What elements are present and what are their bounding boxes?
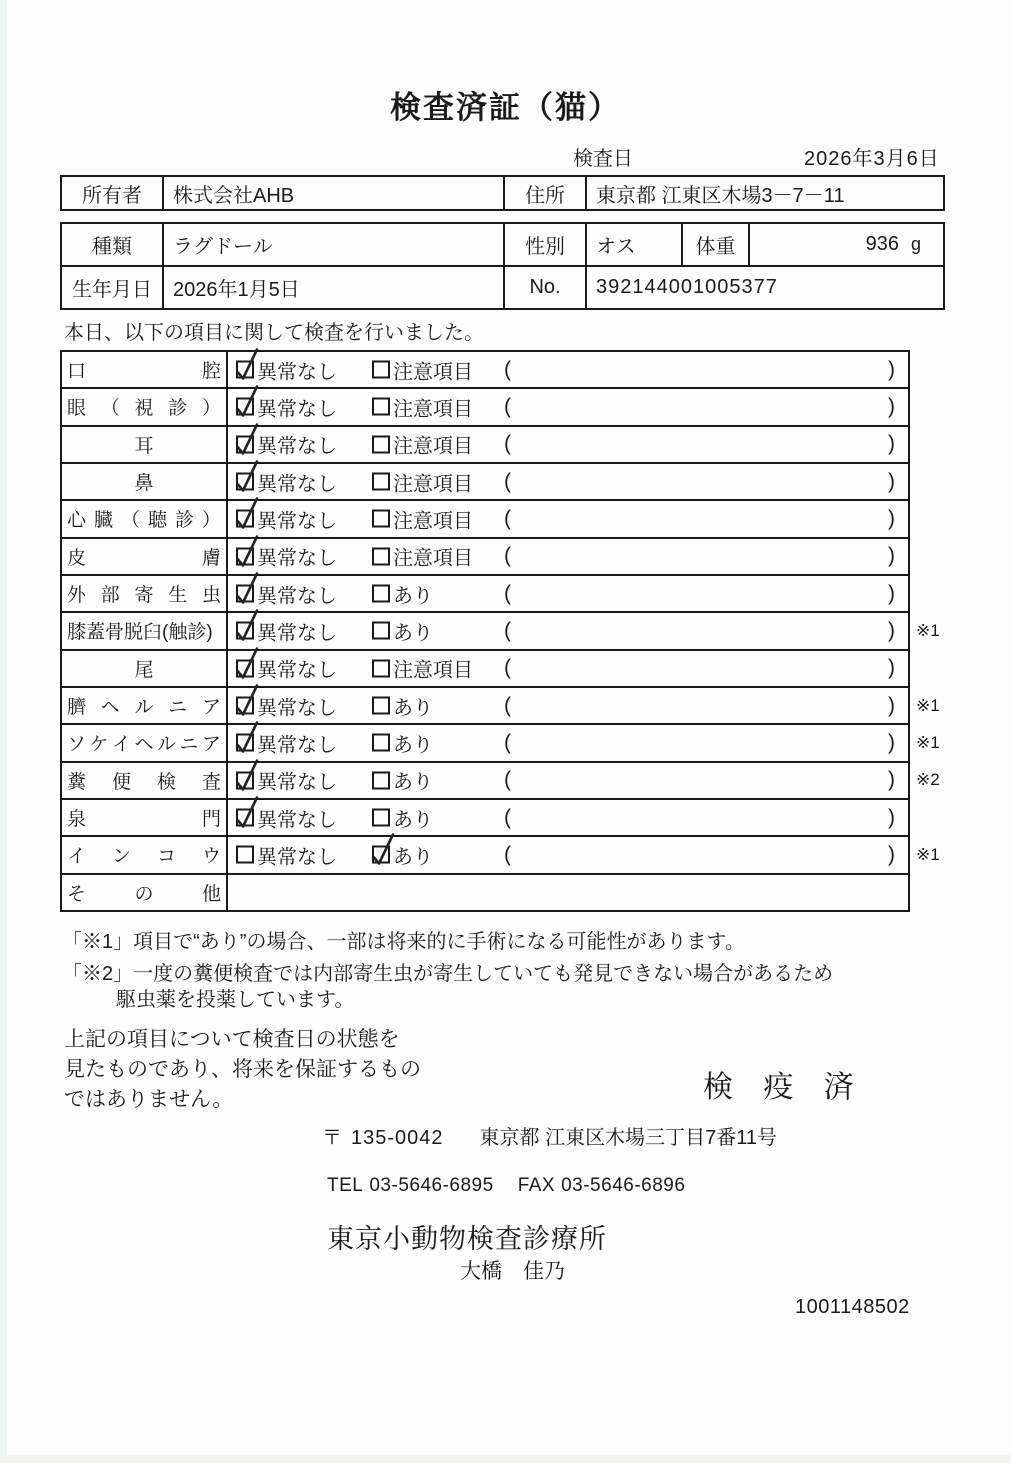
paren-open: ( xyxy=(504,730,511,754)
option-label: あり xyxy=(393,846,433,869)
disclaimer-line: 上記の項目について検査日の状態を xyxy=(64,1028,400,1051)
paren-close: ) xyxy=(888,693,895,717)
birthdate-value: 2026年1月5日 xyxy=(164,267,505,308)
paren-open: ( xyxy=(504,805,511,829)
checklist-item-result xyxy=(228,501,908,536)
checklist-option xyxy=(372,654,473,683)
checkbox-checked[interactable] xyxy=(236,585,254,603)
clinic-name: 東京小動物検査診療所 xyxy=(327,1224,607,1254)
paren-open: ( xyxy=(504,432,511,456)
checkbox-checked[interactable] xyxy=(236,473,254,491)
paren-open: ( xyxy=(504,656,511,680)
checklist-item-result xyxy=(228,539,908,574)
option-label: あり xyxy=(393,585,433,608)
option-label: 異常なし xyxy=(257,510,337,533)
checklist-item-result xyxy=(228,688,908,723)
paren-close: ) xyxy=(888,544,895,568)
paren-close: ) xyxy=(888,842,895,866)
table-row xyxy=(62,224,943,265)
checklist-option xyxy=(372,840,433,869)
checklist-table xyxy=(60,350,940,912)
fax-label: FAX xyxy=(517,1175,556,1196)
checkbox-unchecked[interactable] xyxy=(372,398,390,416)
checklist-row xyxy=(62,352,908,387)
checklist-option xyxy=(236,504,337,533)
paren-close: ) xyxy=(888,805,895,829)
option-label: 異常なし xyxy=(257,473,337,496)
checklist-row xyxy=(62,499,908,536)
checklist-item-name: ソ ケ イ ヘ ル ニ ア xyxy=(62,725,228,760)
paren-open: ( xyxy=(504,581,511,605)
inspection-date-value: 2026年3月6日 xyxy=(804,148,940,170)
certificate-number: 1001148502 xyxy=(795,1296,910,1318)
checkbox-unchecked[interactable] xyxy=(236,846,254,864)
option-label: 異常なし xyxy=(257,846,337,869)
checklist-option xyxy=(372,392,473,421)
intro-text: 本日、以下の項目に関して検査を行いました。 xyxy=(64,322,484,344)
checkbox-unchecked[interactable] xyxy=(372,622,390,640)
option-label: 注意項目 xyxy=(393,435,473,458)
option-label: 異常なし xyxy=(257,547,337,570)
owner-value: 株式会社AHB xyxy=(164,177,505,209)
postal-code: 135-0042 xyxy=(351,1127,444,1149)
paren-open: ( xyxy=(504,842,511,866)
checkbox-unchecked[interactable] xyxy=(372,473,390,491)
checklist-option xyxy=(236,691,337,720)
checklist-row xyxy=(62,387,908,424)
checklist-item-result xyxy=(228,576,908,611)
quarantine-stamp: 検 疫 済 xyxy=(703,1071,865,1104)
scan-artifact-bottom xyxy=(0,1455,1011,1463)
paren-close: ) xyxy=(888,656,895,680)
weight-value xyxy=(750,224,943,265)
checkbox-checked[interactable] xyxy=(236,697,254,715)
checklist-option xyxy=(236,840,337,869)
footnote-marker: ※1 xyxy=(916,844,940,864)
option-label: あり xyxy=(393,771,433,794)
checklist-option xyxy=(372,467,473,496)
checkbox-unchecked[interactable] xyxy=(372,771,390,789)
inspection-date-label: 検査日 xyxy=(573,148,633,170)
veterinarian-name: 大橋 佳乃 xyxy=(460,1260,565,1283)
disclaimer-line: 見たものであり、将来を保証するもの xyxy=(64,1058,421,1081)
paren-close: ) xyxy=(888,432,895,456)
checklist-item-result xyxy=(228,389,908,424)
checkbox-checked[interactable] xyxy=(236,659,254,677)
checklist-option xyxy=(236,542,337,571)
number-label: No. xyxy=(505,267,587,308)
checklist-item-name: 外 部 寄 生 虫 xyxy=(62,576,228,611)
checklist-item-result xyxy=(228,427,908,462)
checkbox-checked[interactable] xyxy=(236,361,254,379)
footnote-1: 「※1」項目で“あり”の場合、一部は将来的に手術になる可能性があります。 xyxy=(62,931,745,953)
checkbox-unchecked[interactable] xyxy=(372,659,390,677)
weight-number: 936 xyxy=(865,233,899,255)
checklist-option xyxy=(236,467,337,496)
sex-value: オス xyxy=(587,224,683,265)
checklist-item-result xyxy=(228,800,908,835)
sex-label: 性別 xyxy=(505,224,587,265)
address-value: 東京都 江東区木場3－7－11 xyxy=(596,184,845,207)
paren-close: ) xyxy=(888,618,895,642)
paren-open: ( xyxy=(504,357,511,381)
checklist-option xyxy=(372,579,433,608)
checklist-row xyxy=(62,686,940,723)
disclaimer-text xyxy=(64,1025,421,1115)
paren-open: ( xyxy=(504,693,511,717)
checklist-option xyxy=(372,430,473,459)
checklist-item-result xyxy=(228,837,908,872)
checklist-item-name: 口 腔 xyxy=(62,352,228,387)
tel-number: 03-5646-6895 xyxy=(369,1175,494,1196)
checklist-row xyxy=(62,462,908,499)
checklist-row xyxy=(62,873,908,910)
checklist-item-name: そ の 他 xyxy=(62,875,228,910)
checklist-option xyxy=(372,803,433,832)
checklist-row xyxy=(62,723,940,760)
checklist-item-result xyxy=(228,613,908,648)
checkbox-unchecked[interactable] xyxy=(372,809,390,827)
checklist-option xyxy=(236,766,337,795)
number-value: 392144001005377 xyxy=(596,276,778,298)
option-label: 注意項目 xyxy=(393,398,473,421)
paren-open: ( xyxy=(504,394,511,418)
footnote-marker: ※1 xyxy=(916,620,940,640)
option-label: 異常なし xyxy=(257,697,337,720)
checklist-option xyxy=(372,766,433,795)
fax-number: 03-5646-6896 xyxy=(561,1175,686,1196)
checklist-item-name: イ ン コ ウ xyxy=(62,837,228,872)
option-label: 注意項目 xyxy=(393,659,473,682)
paren-close: ) xyxy=(888,469,895,493)
checklist-option xyxy=(372,728,433,757)
option-label: 異常なし xyxy=(257,435,337,458)
checkbox-unchecked[interactable] xyxy=(372,547,390,565)
paren-close: ) xyxy=(888,768,895,792)
paren-open: ( xyxy=(504,469,511,493)
footnote-marker: ※1 xyxy=(916,695,940,715)
checklist-option xyxy=(236,579,337,608)
checklist-row xyxy=(62,798,908,835)
option-label: 注意項目 xyxy=(393,547,473,570)
option-label: あり xyxy=(393,697,433,720)
checklist-option xyxy=(372,504,473,533)
owner-label: 所有者 xyxy=(62,177,164,209)
paren-open: ( xyxy=(504,506,511,530)
breed-value: ラグドール xyxy=(164,224,505,265)
checkbox-checked[interactable] xyxy=(236,435,254,453)
checklist-row xyxy=(62,611,940,648)
pet-table xyxy=(60,222,945,310)
paren-open: ( xyxy=(504,544,511,568)
checkbox-checked[interactable] xyxy=(372,846,390,864)
address-label: 住所 xyxy=(505,177,587,209)
footnote-2-continued: 駆虫薬を投薬しています。 xyxy=(116,989,355,1011)
checklist-item-name: 耳 xyxy=(62,427,228,462)
birthdate-label: 生年月日 xyxy=(62,267,164,308)
checkbox-checked[interactable] xyxy=(236,809,254,827)
weight-label: 体重 xyxy=(683,224,750,265)
checklist-option xyxy=(236,355,337,384)
postal-mark: 〒 xyxy=(322,1127,342,1149)
checklist-row xyxy=(62,761,940,798)
checklist-row xyxy=(62,649,908,686)
checklist-item-name: 尾 xyxy=(62,651,228,686)
option-label: あり xyxy=(393,622,433,645)
option-label: 異常なし xyxy=(257,361,337,384)
weight-unit: g xyxy=(910,234,921,254)
checklist-option xyxy=(236,392,337,421)
option-label: 異常なし xyxy=(257,809,337,832)
checklist-option xyxy=(236,803,337,832)
option-label: 異常なし xyxy=(257,734,337,757)
option-label: 異常なし xyxy=(257,771,337,794)
checklist-row xyxy=(62,425,908,462)
checklist-option xyxy=(372,355,473,384)
checkbox-checked[interactable] xyxy=(236,622,254,640)
checklist-item-name: 心 臓 （ 聴 診 ） xyxy=(62,501,228,536)
option-label: 異常なし xyxy=(257,585,337,608)
checkbox-checked[interactable] xyxy=(236,547,254,565)
disclaimer-line: ではありません。 xyxy=(64,1088,234,1111)
checklist-item-result xyxy=(228,464,908,499)
checklist-item-name: 鼻 xyxy=(62,464,228,499)
checkbox-unchecked[interactable] xyxy=(372,435,390,453)
checklist-item-name: 臍 ヘ ル ニ ア xyxy=(62,688,228,723)
option-label: 注意項目 xyxy=(393,473,473,496)
checklist-option xyxy=(236,728,337,757)
checkbox-unchecked[interactable] xyxy=(372,361,390,379)
checklist-option xyxy=(372,542,473,571)
option-label: あり xyxy=(393,809,433,832)
checkbox-checked[interactable] xyxy=(236,734,254,752)
checkbox-unchecked[interactable] xyxy=(372,697,390,715)
clinic-telfax-line xyxy=(327,1175,685,1197)
checklist-row xyxy=(62,835,940,872)
paren-close: ) xyxy=(888,581,895,605)
checkbox-unchecked[interactable] xyxy=(372,585,390,603)
clinic-address: 東京都 江東区木場三丁目7番11号 xyxy=(479,1127,777,1149)
paren-open: ( xyxy=(504,768,511,792)
checklist-item-name: 皮 膚 xyxy=(62,539,228,574)
footnote-marker: ※2 xyxy=(916,770,940,790)
checkbox-unchecked[interactable] xyxy=(372,734,390,752)
footnote-marker: ※1 xyxy=(916,732,940,752)
checkbox-checked[interactable] xyxy=(236,510,254,528)
checklist-item-name: 眼 （ 視 診 ） xyxy=(62,389,228,424)
option-label: 注意項目 xyxy=(393,361,473,384)
checkbox-checked[interactable] xyxy=(236,398,254,416)
owner-table xyxy=(60,175,945,211)
checklist-option xyxy=(236,616,337,645)
checklist-item-result xyxy=(228,352,908,387)
option-label: あり xyxy=(393,734,433,757)
paren-close: ) xyxy=(888,506,895,530)
paren-close: ) xyxy=(888,730,895,754)
paren-close: ) xyxy=(888,357,895,381)
checklist-item-result xyxy=(228,651,908,686)
paren-close: ) xyxy=(888,394,895,418)
table-row xyxy=(62,177,943,209)
breed-label: 種類 xyxy=(62,224,164,265)
option-label: 異常なし xyxy=(257,398,337,421)
checklist-item-name: 糞 便 検 査 xyxy=(62,763,228,798)
page-title: 検査済証（猫） xyxy=(390,90,621,125)
option-label: 注意項目 xyxy=(393,510,473,533)
clinic-postal-line xyxy=(322,1121,777,1150)
checklist-item-name: 泉 門 xyxy=(62,800,228,835)
checklist-item-result xyxy=(228,875,908,910)
paren-open: ( xyxy=(504,618,511,642)
checklist-option xyxy=(372,616,433,645)
option-label: 異常なし xyxy=(257,622,337,645)
checklist-row xyxy=(62,574,908,611)
tel-label: TEL xyxy=(327,1175,364,1196)
scan-artifact-left xyxy=(0,0,7,1463)
checklist-item-result xyxy=(228,725,908,760)
checkbox-unchecked[interactable] xyxy=(372,510,390,528)
checklist-option xyxy=(372,691,433,720)
checklist-item-result xyxy=(228,763,908,798)
option-label: 異常なし xyxy=(257,659,337,682)
checkbox-checked[interactable] xyxy=(236,771,254,789)
footnote-2: 「※2」一度の糞便検査では内部寄生虫が寄生していても発見できない場合があるため xyxy=(62,963,834,985)
table-row xyxy=(62,265,943,308)
checklist-item-name: 膝蓋骨脱臼(触診) xyxy=(62,613,228,648)
checklist-option xyxy=(236,654,337,683)
checklist-row xyxy=(62,537,908,574)
checklist-option xyxy=(236,430,337,459)
